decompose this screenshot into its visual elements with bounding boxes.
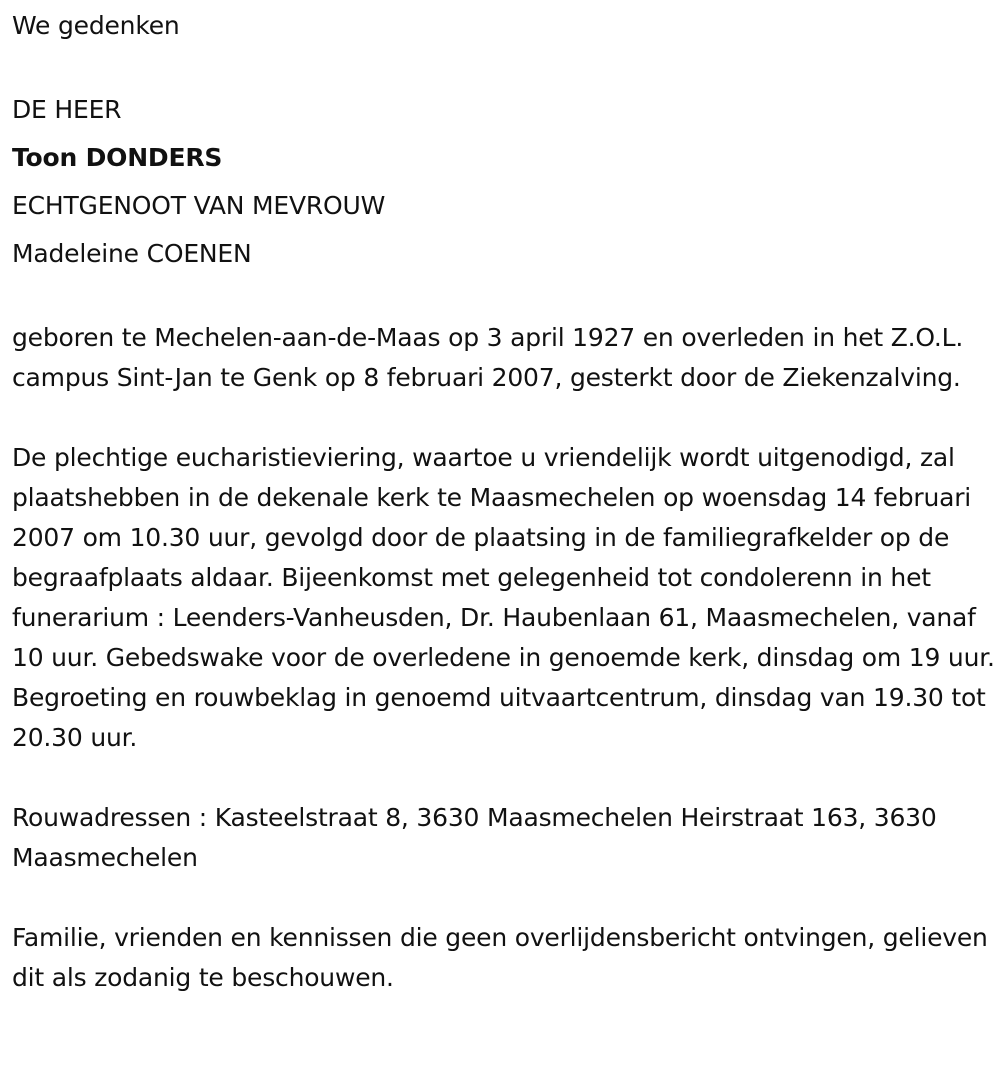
deceased-name: Toon DONDERS [12, 143, 223, 172]
birth-death-paragraph: geboren te Mechelen-aan-de-Maas op 3 april 1927 en overleden in het Z.O.L. campus Sint-Jan te Genk op 8 februari 2007, gesterkt door de Ziekenzalving. [12, 323, 964, 392]
ceremony-paragraph: De plechtige eucharistieviering, waartoe u vriendelijk wordt uitgenodigd, zal plaatshebben in de dekenale kerk te Maasmechelen op woensdag 14 februari 2007 om 10.30 uur, gevolgd door de plaatsing in de familiegrafkelder op de begraafplaats aldaar. Bijeenkomst met gelegenheid tot condolerenn in het funerarium : Leenders-Vanheusden, Dr. Haubenlaan 61, Maasmechelen, vanaf 10 uur. Gebedswake voor de overledene in genoemde kerk, dinsdag om 19 uur. Begroeting en rouwbeklag in genoemd uitvaartcentrum, dinsdag van 19.30 tot 20.30 uur. [12, 443, 995, 752]
spouse-name: Madeleine COENEN [12, 239, 252, 268]
honorific: DE HEER [12, 95, 122, 124]
deceased-header [12, 86, 988, 278]
addresses-paragraph: Rouwadressen : Kasteelstraat 8, 3630 Maasmechelen Heirstraat 163, 3630 Maasmechelen [12, 803, 937, 872]
intro-text: We gedenken [12, 11, 180, 40]
relation-label: ECHTGENOOT VAN MEVROUW [12, 191, 386, 220]
closing-paragraph: Familie, vrienden en kennissen die geen overlijdensbericht ontvingen, gelieven dit als zodanig te beschouwen. [12, 923, 988, 992]
